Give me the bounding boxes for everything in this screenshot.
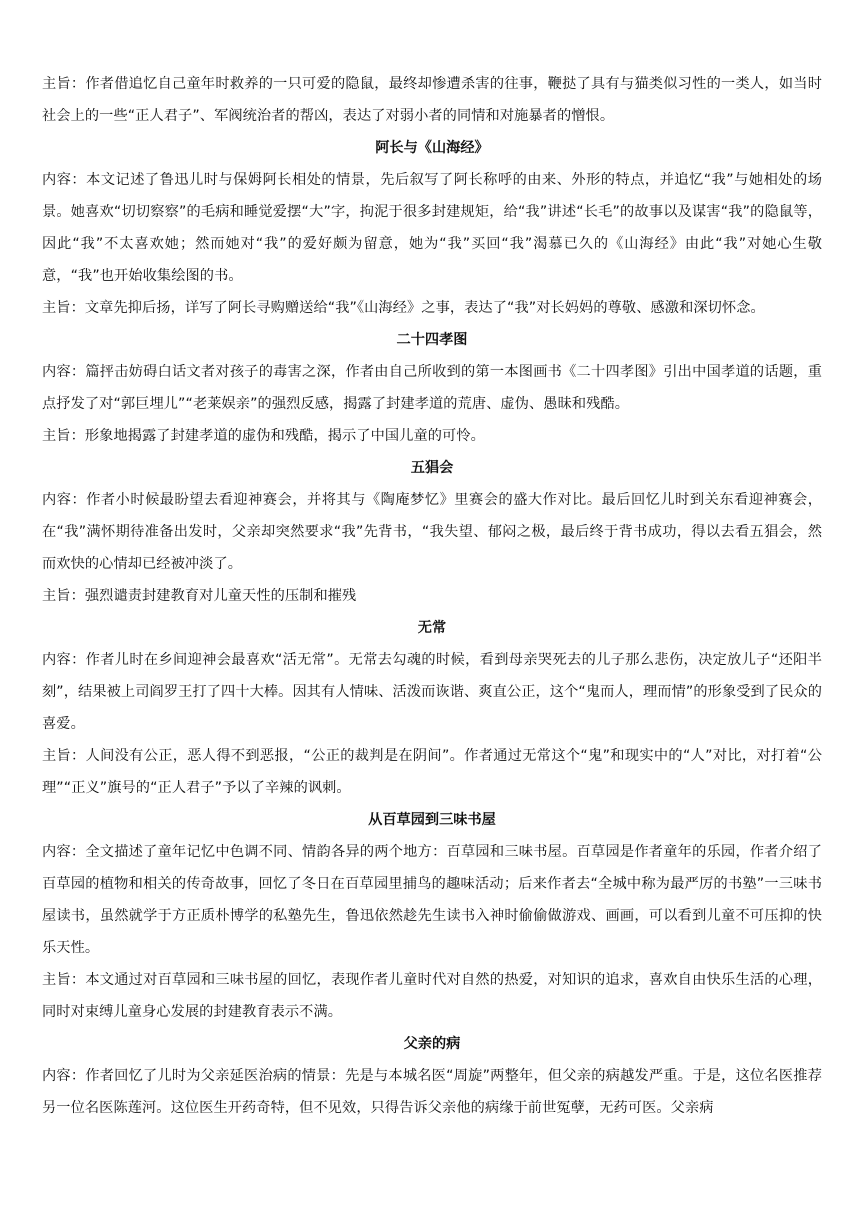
content-24-filial: 内容：篇抨击妨碍白话文者对孩子的毒害之深，作者由自己所收到的第一本图画书《二十四孝图》引出中国孝道的话题，重点抒发了对“郭巨埋儿”“老莱娱亲”的强烈反感，揭露了封建孝道的荒唐、虚伪、愚昧和残酷。 [42,364,822,412]
content-a-chang: 内容：本文记述了鲁迅儿时与保姆阿长相处的情景，先后叙写了阿长称呼的由来、外形的特点，并追忆“我”与她相处的场景。她喜欢“切切察察”的毛病和睡觉爱摆“大”字，拘泥于很多封建规矩，给“我”讲述“长毛”的故事以及谋害“我”的隐鼠等，因此“我”不太喜欢她；然而她对“我”的爱好颇为留意，她为“我”买回“我”渴慕已久的《山海经》由此“我”对她心生敬意，“我”也开始收集绘图的书。 [42,172,822,284]
theme-cat-story: 主旨：作者借追忆自己童年时救养的一只可爱的隐鼠，最终却惨遭杀害的往事，鞭挞了具有与猫类似习性的一类人，如当时社会上的一些“正人君子”、军阀统治者的帮凶，表达了对弱小者的同情和对施暴者的憎恨。 [42,76,822,124]
title-wuchang-fair: 五猖会 [410,460,454,476]
theme-24-filial: 主旨：形象地揭露了封建孝道的虚伪和残酷，揭示了中国儿童的可怜。 [42,428,485,444]
content-father-illness: 内容：作者回忆了儿时为父亲延医治病的情景：先是与本城名医“周旋”两整年，但父亲的病越发严重。于是，这位名医推荐另一位名医陈莲河。这位医生开药奇特，但不见效，只得告诉父亲他的病缘于前世冤孽，无药可医。父亲病 [42,1068,822,1116]
content-wuchang-fair: 内容：作者小时候最盼望去看迎神赛会，并将其与《陶庵梦忆》里赛会的盛大作对比。最后回忆儿时到关东看迎神赛会，在“我”满怀期待准备出发时，父亲却突然要求“我”先背书，“我失望、郁闷之极，最后终于背书成功，得以去看五猖会，然而欢快的心情却已经被冲淡了。 [42,492,822,572]
theme-wuchang: 主旨：人间没有公正，恶人得不到恶报，“公正的裁判是在阴间”。作者通过无常这个“鬼”和现实中的“人”对比，对打着“公理”“正义”旗号的“正人君子”予以了辛辣的讽刺。 [42,748,822,796]
content-baicaoyuan: 内容：全文描述了童年记忆中色调不同、情韵各异的两个地方：百草园和三味书屋。百草园是作者童年的乐园，作者介绍了百草园的植物和相关的传奇故事，回忆了冬日在百草园里捕鸟的趣味活动；后来作者去“全城中称为最严厉的书塾”一三味书屋读书，虽然就学于方正质朴博学的私塾先生，鲁迅依然趁先生读书入神时偷偷做游戏、画画，可以看到儿童不可压抑的快乐天性。 [42,844,822,956]
title-baicaoyuan: 从百草园到三味书屋 [368,812,496,828]
title-a-chang: 阿长与《山海经》 [375,140,489,156]
theme-a-chang: 主旨：文章先抑后扬，详写了阿长寻购赠送给“我”《山海经》之事，表达了“我”对长妈妈的尊敬、感激和深切怀念。 [42,300,765,316]
content-wuchang: 内容：作者儿时在乡间迎神会最喜欢“活无常”。无常去勾魂的时候，看到母亲哭死去的儿子那么悲伤，决定放儿子“还阳半刻”，结果被上司阎罗王打了四十大棒。因其有人情味、活泼而诙谐、爽直公正，这个“鬼而人，理而情”的形象受到了民众的喜爱。 [42,652,822,732]
theme-baicaoyuan: 主旨：本文通过对百草园和三味书屋的回忆，表现作者儿童时代对自然的热爱，对知识的追求，喜欢自由快乐生活的心理，同时对束缚儿童身心发展的封建教育表示不满。 [42,972,822,1020]
theme-wuchang-fair: 主旨：强烈谴责封建教育对儿童天性的压制和摧残 [42,588,357,604]
title-father-illness: 父亲的病 [403,1036,461,1052]
title-24-filial: 二十四孝图 [396,332,468,348]
title-wuchang: 无常 [417,620,447,636]
